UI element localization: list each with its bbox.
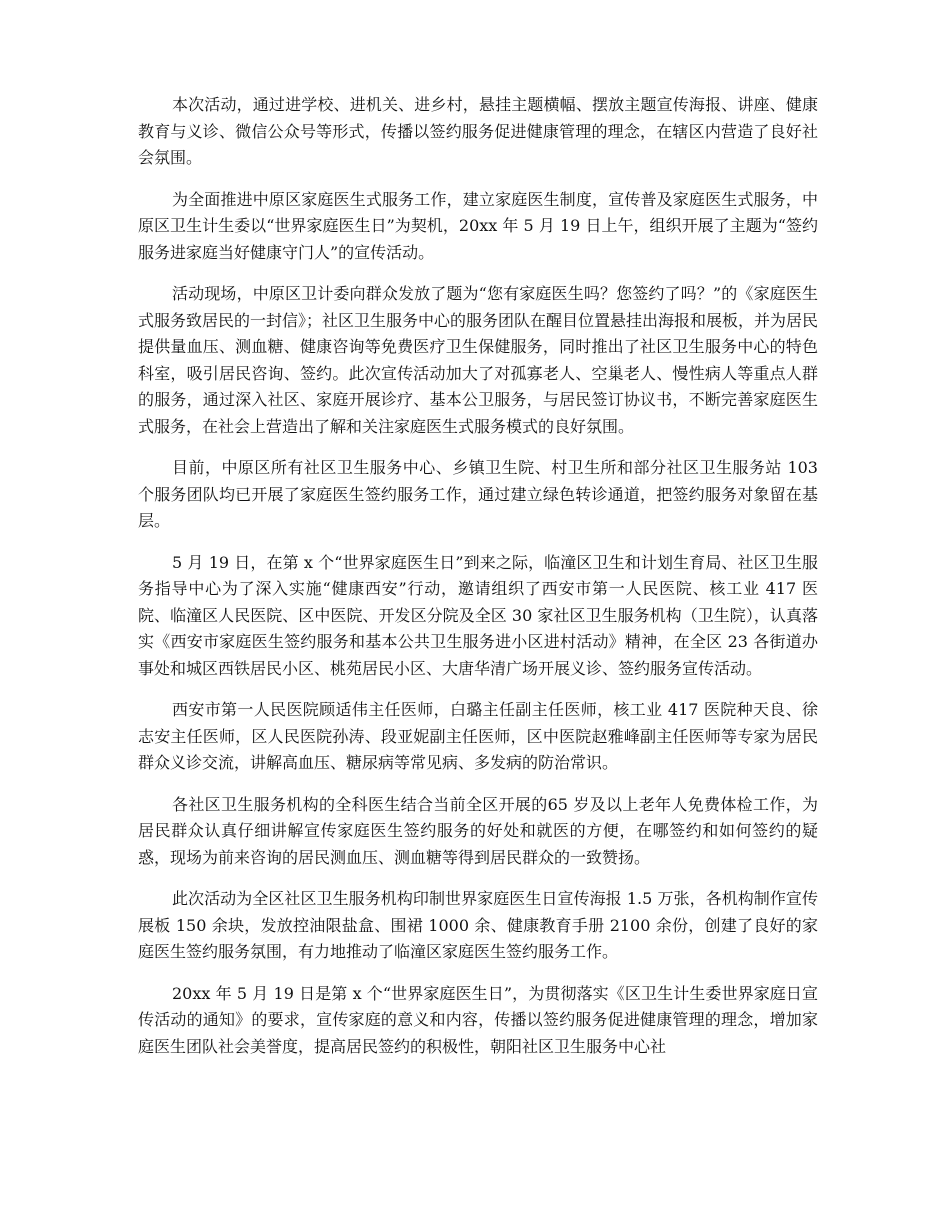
paragraph-3: 活动现场，中原区卫计委向群众发放了题为“您有家庭医生吗？您签约了吗？”的《家庭医生式服务致居民的一封信》；社区卫生服务中心的服务团队在醒目位置悬挂出海报和展板，并为居民提供量血压、测血糖、健康咨询等免费医疗卫生保健服务，同时推出了社区卫生服务中心的特色科室，吸引居民咨询、签约。此次宣传活动加大了对孤寡老人、空巢老人、慢性病人等重点人群的服务，通过深入社区、家庭开展诊疗、基本公卫服务，与居民签订协议书，不断完善家庭医生式服务，在社会上营造出了解和关注家庭医生式服务模式的良好氛围。 [138,284,819,436]
paragraph-9: 20xx 年 5 月 19 日是第 x 个“世界家庭医生日”，为贯彻落实《区卫生计生委世界家庭日宣传活动的通知》的要求，宣传家庭的意义和内容，传播以签约服务促进健康管理的理念，增加家庭医生团队社会美誉度，提高居民签约的积极性，朝阳社区卫生服务中心社 [138,983,818,1056]
paragraph-4: 目前，中原区所有社区卫生服务中心、乡镇卫生院、村卫生所和部分社区卫生服务站 103 个服务团队均已开展了家庭医生签约服务工作，通过建立绿色转诊通道，把签约服务对象留在基层。 [138,458,818,530]
document-body [138,92,818,1075]
paragraph-5: 5 月 19 日，在第 x 个“世界家庭医生日”到来之际，临潼区卫生和计划生育局、社区卫生服务指导中心为了深入实施“健康西安”行动，邀请组织了西安市第一人民医院、核工业 417 医院、临潼区人民医院、区中医院、开发区分院及全区 30 家社区卫生服务机构（卫生院），认真落实《西安市家庭医生签约服务和基本公共卫生服务进小区进村活动》精神，在全区 23 各街道办事处和城区西铁居民小区、桃苑居民小区、大唐华清广场开展义诊、签约服务宣传活动。 [138,552,818,678]
paragraph-1: 本次活动，通过进学校、进机关、进乡村，悬挂主题横幅、摆放主题宣传海报、讲座、健康教育与义诊、微信公众号等形式，传播以签约服务促进健康管理的理念，在辖区内营造了良好社会氛围。 [138,95,818,167]
paragraph-7: 各社区卫生服务机构的全科医生结合当前全区开展的65 岁及以上老年人免费体检工作，为居民群众认真仔细讲解宣传家庭医生签约服务的好处和就医的方便，在哪签约和如何签约的疑惑，现场为前来咨询的居民测血压、测血糖等得到居民群众的一致赞扬。 [138,794,818,867]
paragraph-6: 西安市第一人民医院顾适伟主任医师，白璐主任副主任医师，核工业 417 医院种天良、徐志安主任医师，区人民医院孙涛、段亚妮副主任医师，区中医院赵雅峰副主任医师等专家为居民群众义诊交流，讲解高血压、糖尿病等常见病、多发病的防治常识。 [138,700,818,772]
paragraph-2: 为全面推进中原区家庭医生式服务工作，建立家庭医生制度，宣传普及家庭医生式服务，中原区卫生计生委以“世界家庭医生日”为契机，20xx 年 5 月 19 日上午，组织开展了主题为“签约服务进家庭当好健康守门人”的宣传活动。 [138,189,818,262]
paragraph-8: 此次活动为全区社区卫生服务机构印制世界家庭医生日宣传海报 1.5 万张，各机构制作宣传展板 150 余块，发放控油限盐盒、围裙 1000 余、健康教育手册 2100 余份，创建了良好的家庭医生签约服务氛围，有力地推动了临潼区家庭医生签约服务工作。 [138,889,818,961]
